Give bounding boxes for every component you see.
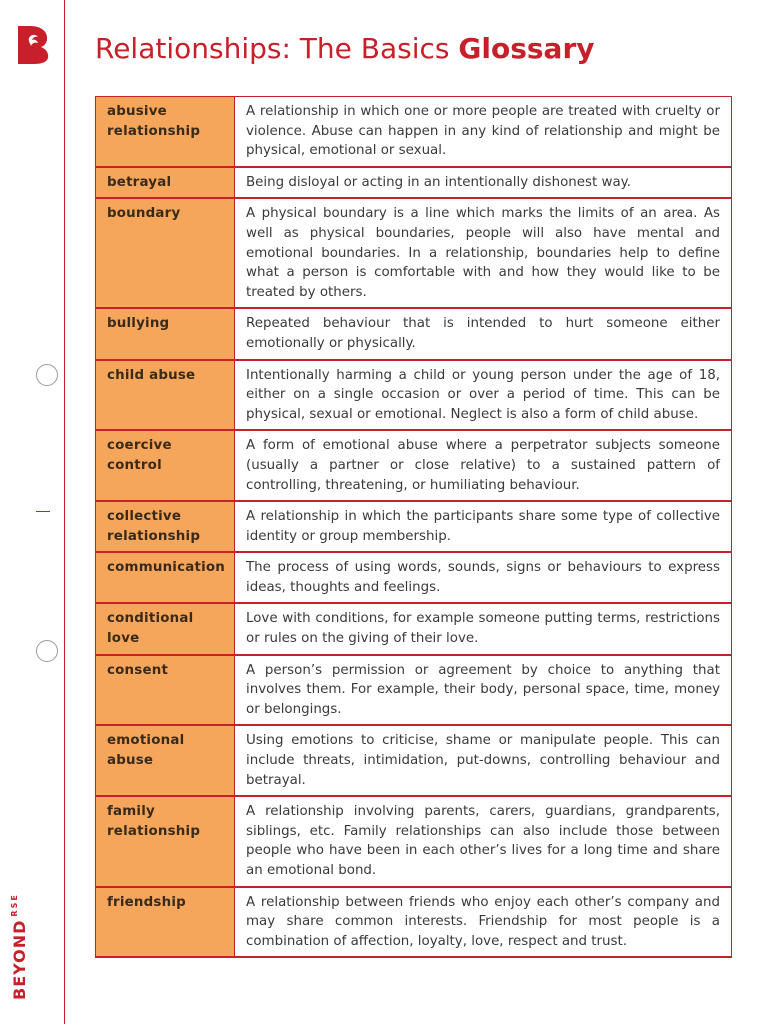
glossary-definition: Being disloyal or acting in an intentionally dishonest way. [235, 167, 732, 199]
glossary-row [96, 552, 732, 603]
fold-mark [36, 511, 50, 512]
glossary-row [96, 167, 732, 199]
glossary-row [96, 796, 732, 886]
margin-rule [64, 0, 65, 1024]
glossary-term: abusive relationship [96, 97, 235, 167]
page-title [95, 32, 595, 65]
title-main: Relationships: The Basics [95, 32, 459, 65]
beyond-logo-icon [16, 24, 50, 64]
glossary-row [96, 887, 732, 958]
glossary-term: boundary [96, 198, 235, 308]
glossary-definition: A relationship in which the participants share some type of collective identity or group membership. [235, 501, 732, 552]
glossary-term: bullying [96, 308, 235, 359]
glossary-definition: Using emotions to criticise, shame or manipulate people. This can include threats, intimidation, put-downs, controlling behaviour and betrayal. [235, 725, 732, 796]
glossary-term: communication [96, 552, 235, 603]
glossary-row [96, 198, 732, 308]
brand-sub: RSE [10, 893, 19, 917]
glossary-term: collective relationship [96, 501, 235, 552]
glossary-term: betrayal [96, 167, 235, 199]
glossary-definition: A form of emotional abuse where a perpetrator subjects someone (usually a partner or close relative) to a sustained pattern of controlling, threatening, or humiliating behaviour. [235, 430, 732, 501]
glossary-term: emotional abuse [96, 725, 235, 796]
glossary-row [96, 308, 732, 359]
glossary-definition: A relationship involving parents, carers, guardians, grandparents, siblings, etc. Family relationships can also include those between people who have been in each other’s lives for a long time and share an emotional bond. [235, 796, 732, 886]
glossary-row [96, 430, 732, 501]
glossary-table [95, 96, 732, 958]
glossary-row [96, 97, 732, 167]
punch-hole-upper [36, 364, 58, 386]
brand-wordmark [10, 893, 29, 1000]
glossary-definition: Love with conditions, for example someone putting terms, restrictions or rules on the giving of their love. [235, 603, 732, 654]
glossary-row [96, 603, 732, 654]
glossary-definition: A relationship in which one or more people are treated with cruelty or violence. Abuse can happen in any kind of relationship and might be physical, emotional or sexual. [235, 97, 732, 167]
brand-main: BEYOND [10, 919, 29, 1000]
glossary-term: friendship [96, 887, 235, 958]
glossary-definition: A person’s permission or agreement by choice to anything that involves them. For example, their body, personal space, time, money or belongings. [235, 655, 732, 726]
glossary-definition: Repeated behaviour that is intended to hurt someone either emotionally or physically. [235, 308, 732, 359]
glossary-definition: A physical boundary is a line which marks the limits of an area. As well as physical boundaries, people will also have mental and emotional boundaries. In a relationship, boundaries help to define what a person is comfortable with and how they would like to be treated by others. [235, 198, 732, 308]
glossary-term: family relationship [96, 796, 235, 886]
glossary-row [96, 501, 732, 552]
glossary-term: child abuse [96, 360, 235, 431]
glossary-term: consent [96, 655, 235, 726]
punch-hole-lower [36, 640, 58, 662]
glossary-body [96, 97, 732, 958]
glossary-row [96, 360, 732, 431]
glossary-definition: A relationship between friends who enjoy each other’s company and may share common interests. Friendship for most people is a combination of affection, loyalty, love, respect and trust. [235, 887, 732, 958]
glossary-definition: Intentionally harming a child or young person under the age of 18, either on a single occasion or over a period of time. This can be physical, sexual or emotional. Neglect is also a form of child abuse. [235, 360, 732, 431]
glossary-definition: The process of using words, sounds, signs or behaviours to express ideas, thoughts and feelings. [235, 552, 732, 603]
glossary-row [96, 655, 732, 726]
glossary-term: conditional love [96, 603, 235, 654]
title-bold: Glossary [458, 32, 595, 65]
glossary-term: coercive control [96, 430, 235, 501]
glossary-row [96, 725, 732, 796]
